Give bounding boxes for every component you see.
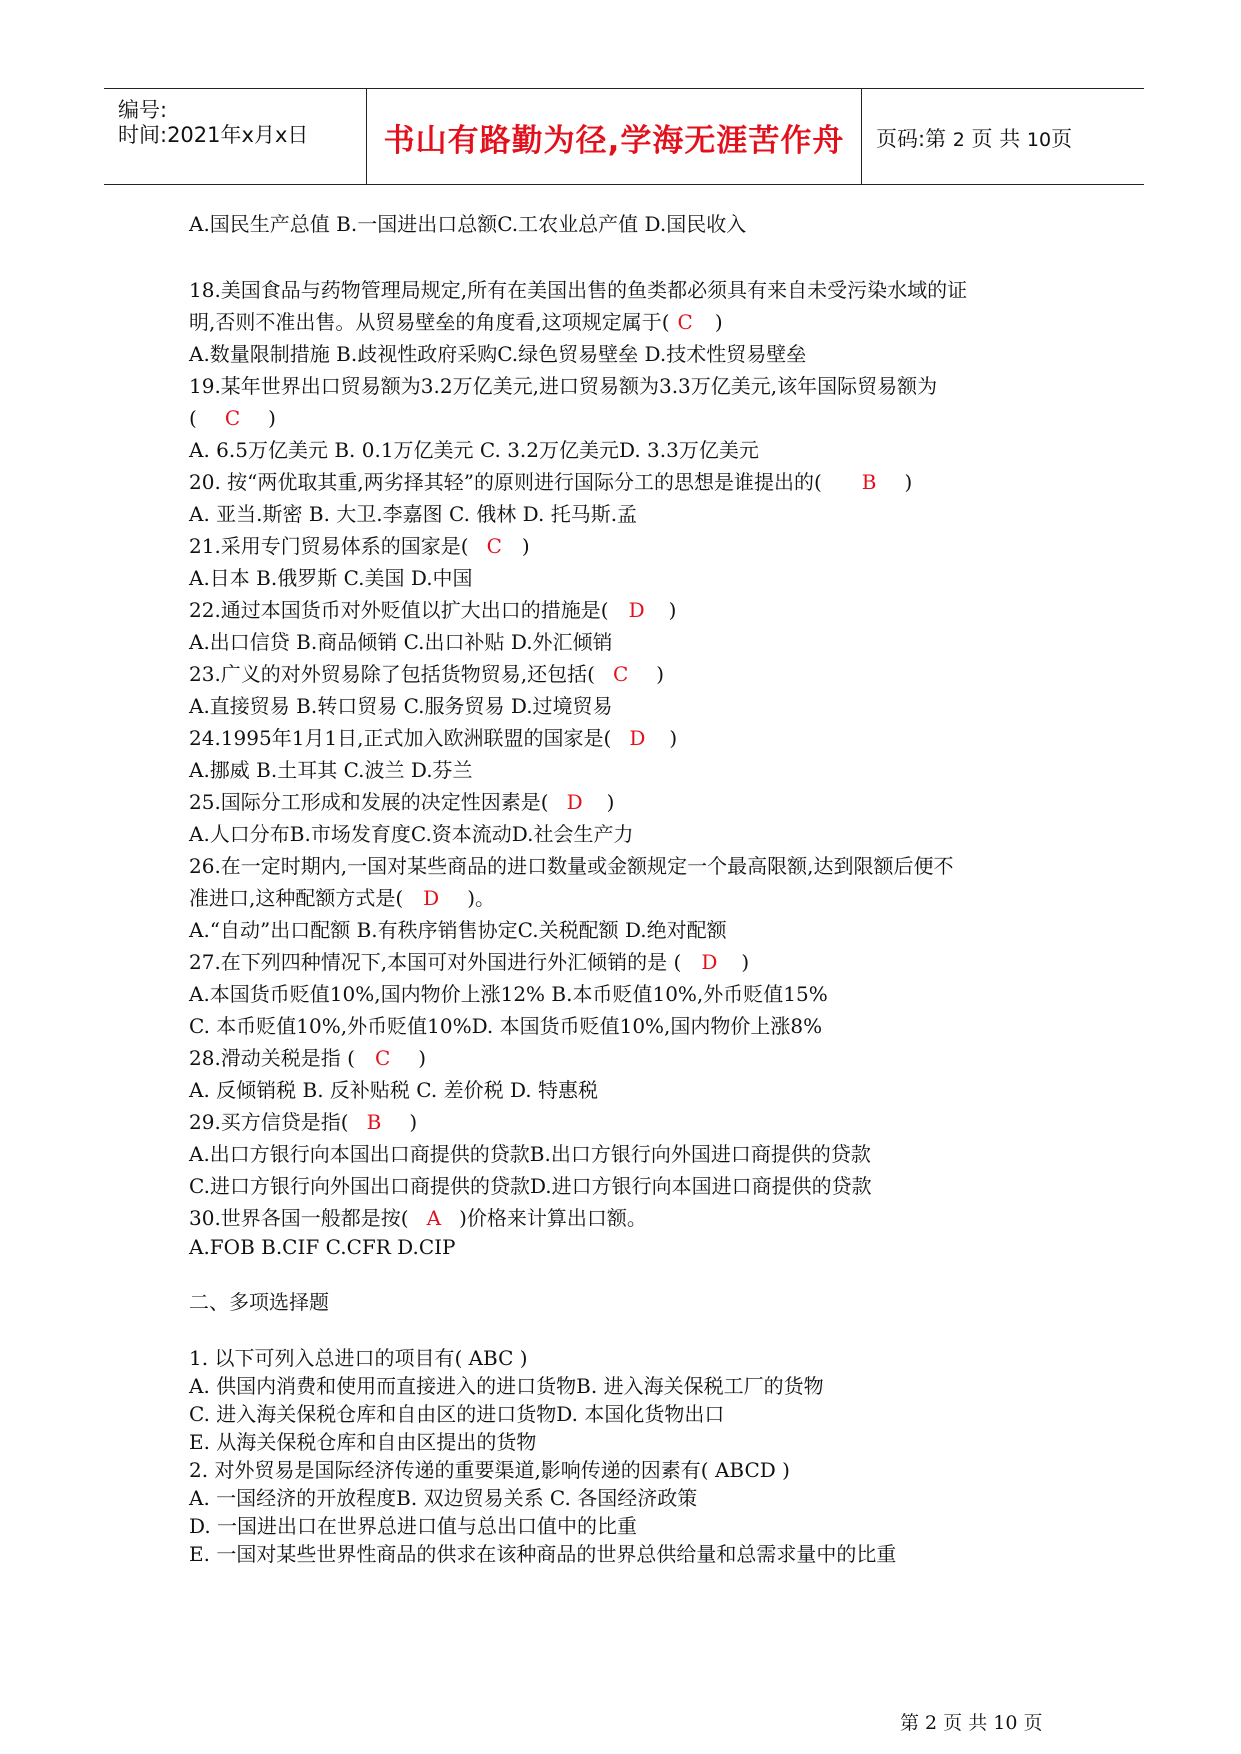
q22-options: A.出口信贷 B.商品倾销 C.出口补贴 D.外汇倾销 [189,630,613,654]
q21-answer: C [486,534,502,558]
q29-stem [189,1110,417,1134]
page-footer: 第 2 页 共 10 页 [900,1712,1043,1734]
q25-close: ) [606,790,615,814]
q29-options-line1: A.出口方银行向本国出口商提供的贷款B.出口方银行向外国进口商提供的贷款 [189,1142,871,1166]
q20-close: ) [904,470,913,494]
q22-stem [189,598,676,622]
q28-stem-text: 28.滑动关税是指 ( [189,1046,355,1070]
q18-stem-line2 [189,310,723,334]
q29-stem-text: 29.买方信贷是指( [189,1110,349,1134]
q30-stem [189,1206,647,1230]
q19-close: ) [268,406,276,430]
q26-close: )。 [467,886,496,910]
q23-stem [189,662,664,686]
q25-stem-text: 25.国际分工形成和发展的决定性因素是( [189,790,549,814]
q18-stem-line1: 18.美国食品与药物管理局规定,所有在美国出售的鱼类都必须具有来自未受污染水域的证 [189,278,968,302]
q25-answer: D [566,790,583,814]
q23-options: A.直接贸易 B.转口贸易 C.服务贸易 D.过境贸易 [189,694,613,718]
q27-options-line2: C. 本币贬值10%,外币贬值10%D. 本国货币贬值10%,国内物价上涨8% [189,1014,823,1038]
q21-options: A.日本 B.俄罗斯 C.美国 D.中国 [189,566,473,590]
q30-options: A.FOB B.CIF C.CFR D.CIP [189,1235,456,1259]
q26-options: A.“自动”出口配额 B.有秩序销售协定C.关税配额 D.绝对配额 [189,918,727,942]
q29-options-line2: C.进口方银行向外国出口商提供的贷款D.进口方银行向本国进口商提供的贷款 [189,1174,872,1198]
q28-close: ) [418,1046,427,1070]
q21-close: ) [521,534,530,558]
header-motto-cell [367,89,862,184]
q27-answer: D [701,950,718,974]
q23-stem-text: 23.广义的对外贸易除了包括货物贸易,还包括( [189,662,595,686]
q24-close: ) [669,726,678,750]
q30-tail: )价格来计算出口额。 [459,1206,647,1230]
q18-options: A.数量限制措施 B.歧视性政府采购C.绿色贸易壁垒 D.技术性贸易壁垒 [189,342,807,366]
page-prefix: 页码:第 [876,127,947,151]
q19-stem-line1: 19.某年世界出口贸易额为3.2万亿美元,进口贸易额为3.3万亿美元,该年国际贸易额为 [189,374,938,398]
section-heading-multiple-choice: 二、多项选择题 [189,1290,329,1314]
m1-options-line2: C. 进入海关保税仓库和自由区的进口货物D. 本国化货物出口 [189,1402,725,1426]
q30-answer: A [426,1206,442,1230]
q23-answer: C [612,662,629,686]
q19-stem-line2 [189,406,276,430]
q19-options: A. 6.5万亿美元 B. 0.1万亿美元 C. 3.2万亿美元D. 3.3万亿美元 [189,438,759,462]
q26-stem-text: 准进口,这种配额方式是( [189,886,404,910]
q20-stem [189,470,912,494]
q26-answer: D [423,886,440,910]
m1-stem: 1. 以下可列入总进口的项目有( ABC ) [189,1346,528,1370]
q29-close: ) [409,1110,418,1134]
q25-stem [189,790,614,814]
q19-answer: C [224,406,241,430]
q19-open: ( [189,406,197,430]
m1-options-line1: A. 供国内消费和使用而直接进入的进口货物B. 进入海关保税工厂的货物 [189,1374,824,1398]
page-mid: 页 共 [971,127,1021,151]
q20-answer: B [861,470,877,494]
q17-options: A.国民生产总值 B.一国进出口总额C.工农业总产值 D.国民收入 [189,212,747,236]
m2-options-line1: A. 一国经济的开放程度B. 双边贸易关系 C. 各国经济政策 [189,1486,698,1510]
q21-stem-text: 21.采用专门贸易体系的国家是( [189,534,469,558]
header-info-cell [104,89,367,184]
q20-options: A. 亚当.斯密 B. 大卫.李嘉图 C. 俄林 D. 托马斯.孟 [189,502,638,526]
q29-answer: B [366,1110,382,1134]
header-number-label: 编号: [118,98,168,122]
q27-stem-text: 27.在下列四种情况下,本国可对外国进行外汇倾销的是 ( [189,950,682,974]
q24-answer: D [629,726,646,750]
q21-stem [189,534,530,558]
header-page-cell [862,89,1144,184]
m2-options-line2: D. 一国进出口在世界总进口值与总出口值中的比重 [189,1514,638,1538]
page-suffix: 页 [1051,127,1073,151]
q18-stem-text: 明,否则不准出售。从贸易壁垒的角度看,这项规定属于( [189,310,670,334]
q25-options: A.人口分布B.市场发育度C.资本流动D.社会生产力 [189,822,634,846]
header-motto: 书山有路勤为径,学海无涯苦作舟 [383,123,845,159]
q28-stem [189,1046,426,1070]
page-header [104,88,1144,185]
q24-options: A.挪威 B.土耳其 C.波兰 D.芬兰 [189,758,473,782]
q22-stem-text: 22.通过本国货币对外贬值以扩大出口的措施是( [189,598,609,622]
q26-stem-line2 [189,886,495,910]
header-page-number [876,123,1072,153]
q24-stem [189,726,677,750]
q23-close: ) [656,662,665,686]
q28-options: A. 反倾销税 B. 反补贴税 C. 差价税 D. 特惠税 [189,1078,598,1102]
q22-close: ) [668,598,677,622]
m2-stem: 2. 对外贸易是国际经济传递的重要渠道,影响传递的因素有( ABCD ) [189,1458,790,1482]
page-total: 10 [1026,129,1052,151]
q30-stem-text: 30.世界各国一般都是按( [189,1206,409,1230]
page-current: 2 [952,129,965,151]
q22-answer: D [628,598,645,622]
q24-stem-text: 24.1995年1月1日,正式加入欧洲联盟的国家是( [189,726,612,750]
m2-options-line3: E. 一国对某些世界性商品的供求在该种商品的世界总供给量和总需求量中的比重 [189,1542,897,1566]
q27-close: ) [741,950,750,974]
q28-answer: C [374,1046,391,1070]
header-time-label: 时间:2021年x月x日 [118,123,309,147]
q27-options-line1: A.本国货币贬值10%,国内物价上涨12% B.本币贬值10%,外币贬值15% [189,982,828,1006]
q26-stem-line1: 26.在一定时期内,一国对某些商品的进口数量或金额规定一个最高限额,达到限额后便不 [189,854,954,878]
q18-close: ) [714,310,723,334]
q27-stem [189,950,749,974]
m1-options-line3: E. 从海关保税仓库和自由区提出的货物 [189,1430,537,1454]
q18-answer: C [677,310,693,334]
q20-stem-text: 20. 按“两优取其重,两劣择其轻”的原则进行国际分工的思想是谁提出的( [189,470,822,494]
